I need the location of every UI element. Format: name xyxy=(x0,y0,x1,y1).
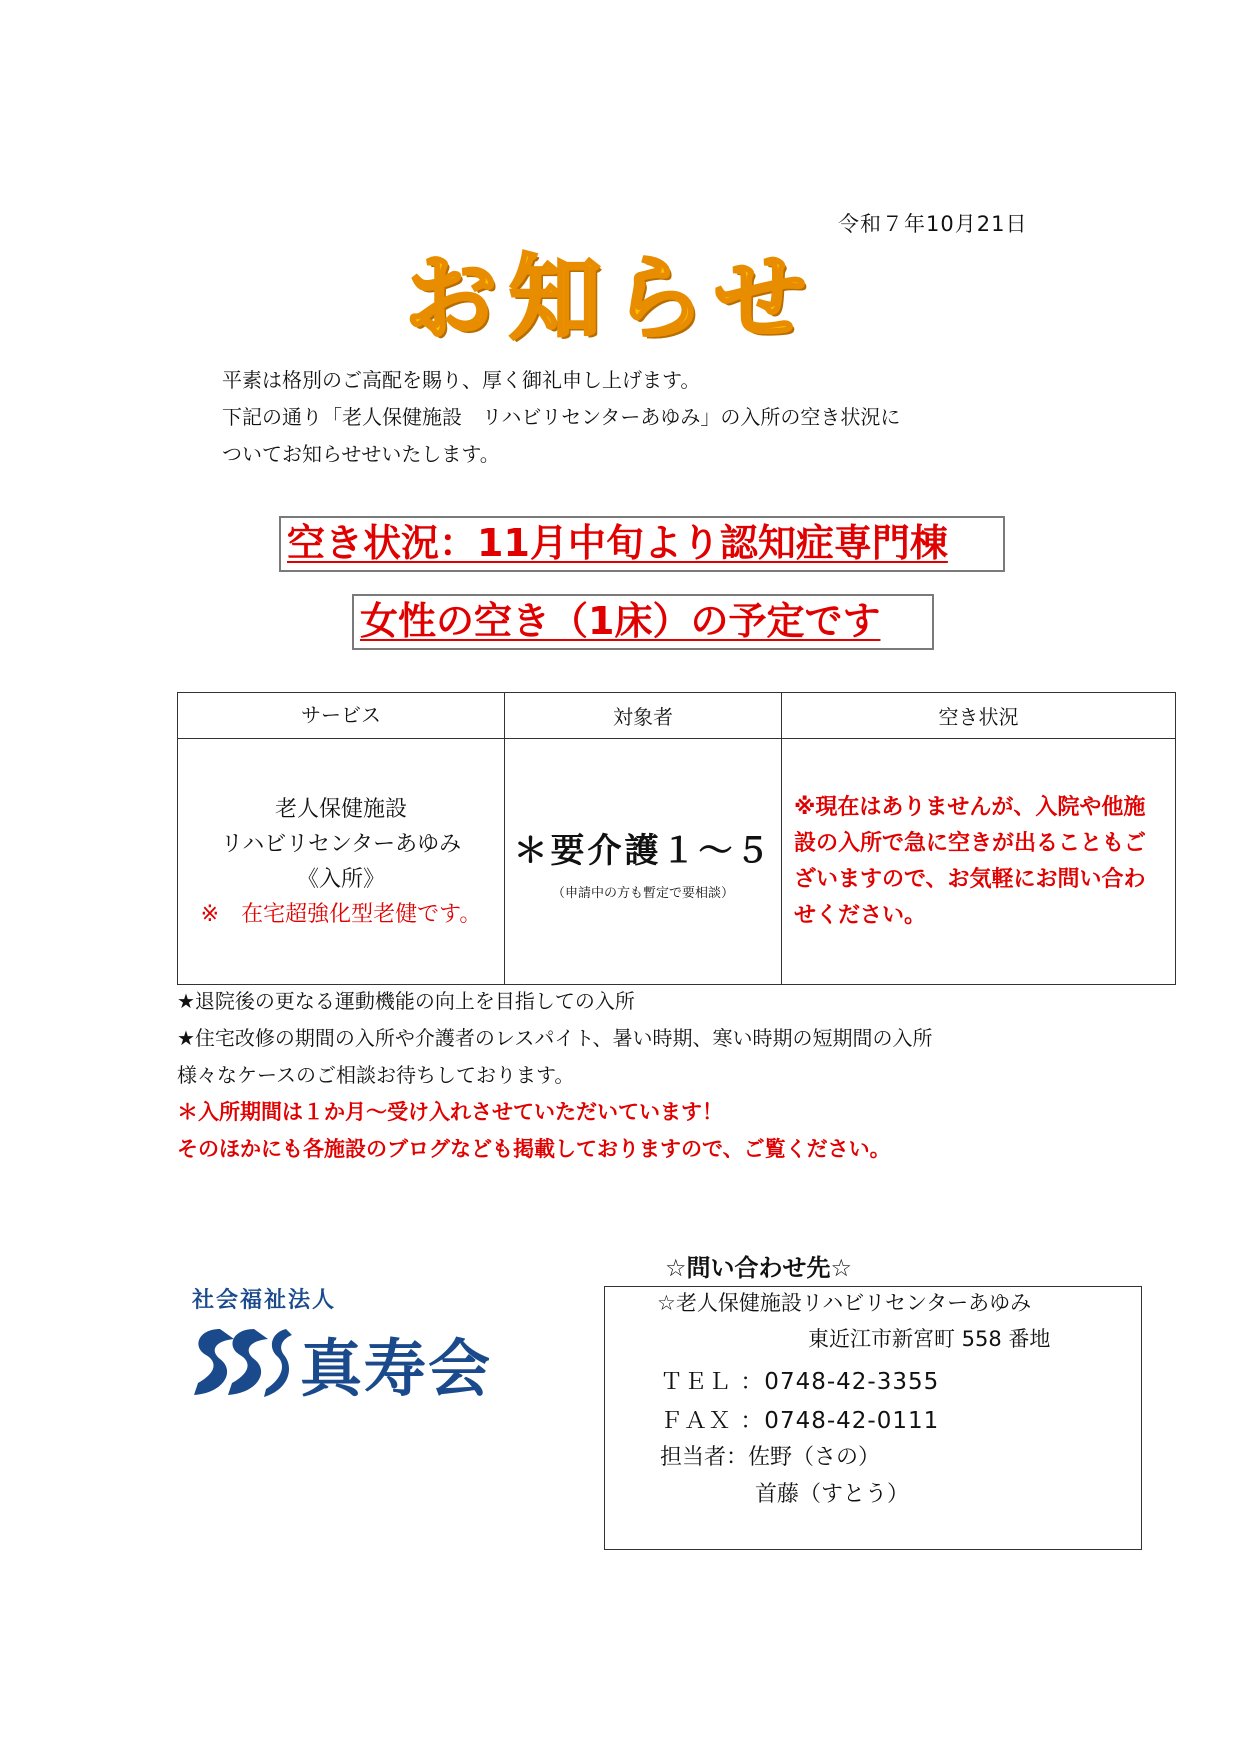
service-name: 老人保健施設 xyxy=(274,796,407,822)
service-type: 《入所》 xyxy=(296,866,385,892)
intro-line: 下記の通り「老人保健施設 リハビリセンターあゆみ」の入所の空き状況に xyxy=(222,405,901,429)
intro-text xyxy=(222,362,900,473)
header-status: 空き状況 xyxy=(782,693,1176,739)
service-facility: リハビリセンターあゆみ xyxy=(220,831,462,857)
red-note-line: ＊入所期間は１か月～受け入れさせていただいています！ xyxy=(177,1100,723,1124)
table-header-row xyxy=(178,693,1176,739)
table-row xyxy=(178,739,1176,985)
intro-line: ついてお知らせせいたします。 xyxy=(222,442,500,466)
red-note-line: そのほかにも各施設のブログなども掲載しておりますので、ご覧ください。 xyxy=(177,1137,891,1161)
availability-banner-sub: 女性の空き（1床）の予定です xyxy=(352,594,934,650)
availability-banner: 空き状況：11月中旬より認知症専門棟 xyxy=(279,516,1005,572)
note-line: 様々なケースのご相談お待ちしております。 xyxy=(177,1063,575,1087)
service-table xyxy=(177,692,1176,985)
notice-title: お知らせ xyxy=(405,245,819,352)
service-note: ※ 在宅超強化型老健です。 xyxy=(200,901,482,927)
target-main: ＊要介護１～５ xyxy=(513,830,773,871)
note-line: ★住宅改修の期間の入所や介護者のレスパイト、暑い時期、寒い時期の短期間の入所 xyxy=(177,1026,933,1050)
logo-corp-label: 社会福祉法人 xyxy=(192,1288,337,1313)
contact-tel: ＴＥＬ ：0748-42-3355 xyxy=(660,1369,940,1395)
contact-facility: ☆老人保健施設リハビリセンターあゆみ xyxy=(657,1291,1032,1315)
logo-mark-icon xyxy=(190,1323,295,1401)
contact-box xyxy=(604,1286,1142,1550)
status-cell: ※現在はありませんが、入院や他施設の入所で急に空きが出ることもございますので、お気軽にお問い合わせください。 xyxy=(782,739,1176,985)
contact-address: 東近江市新宮町 558 番地 xyxy=(808,1327,1051,1351)
contact-fax: ＦＡＸ ：0748-42-0111 xyxy=(660,1408,940,1434)
header-service: サービス xyxy=(178,693,505,739)
notes-section xyxy=(177,983,933,1168)
service-cell xyxy=(178,739,505,985)
header-target: 対象者 xyxy=(505,693,782,739)
contact-staff: 首藤（すとう） xyxy=(755,1482,910,1507)
note-line: ★退院後の更なる運動機能の向上を目指しての入所 xyxy=(177,989,635,1013)
notice-date: 令和７年10月21日 xyxy=(838,212,1028,236)
target-sub: （申請中の方も暫定で要相談） xyxy=(551,885,734,901)
contact-staff: 担当者：佐野（さの） xyxy=(660,1445,881,1470)
organization-logo xyxy=(190,1283,520,1403)
target-cell xyxy=(505,739,782,985)
logo-org-name: 真寿会 xyxy=(300,1332,493,1405)
contact-heading: ☆問い合わせ先☆ xyxy=(665,1254,853,1282)
intro-line: 平素は格別のご高配を賜り、厚く御礼申し上げます。 xyxy=(222,368,701,392)
